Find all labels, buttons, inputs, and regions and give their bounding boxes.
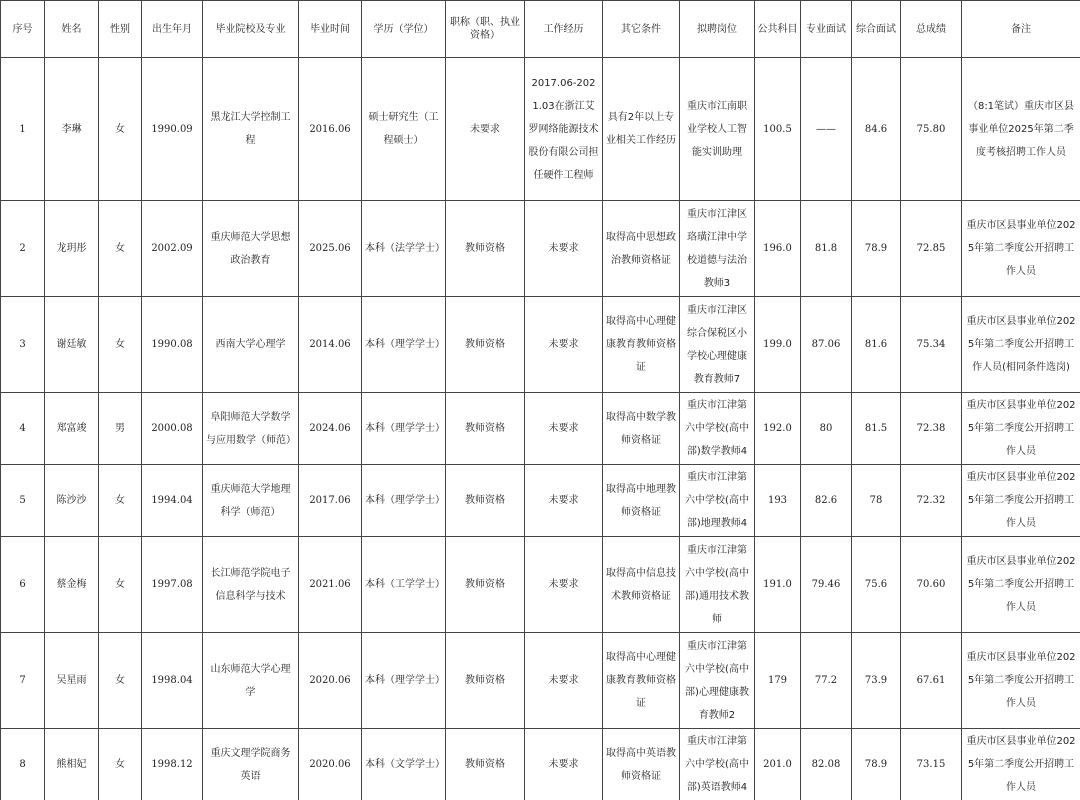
cell-gender: 女 [99, 729, 142, 800]
table-row [1, 58, 1080, 201]
cell-degree: 本科（工学学士） [362, 537, 446, 633]
cell-other: 取得高中信息技术教师资格证 [603, 537, 680, 633]
cell-birth: 2002.09 [142, 201, 203, 297]
table-row [1, 393, 1080, 465]
cell-total: 67.61 [901, 633, 962, 729]
cell-title: 教师资格 [446, 633, 525, 729]
cell-no: 4 [1, 393, 45, 465]
col-no-header: 序号 [1, 1, 45, 58]
col-pro-header: 专业面试 [801, 1, 852, 58]
cell-no: 6 [1, 537, 45, 633]
cell-no: 8 [1, 729, 45, 800]
cell-pub: 179 [755, 633, 801, 729]
cell-comp: 78.9 [852, 729, 901, 800]
cell-name: 蔡金梅 [45, 537, 99, 633]
cell-exp: 未要求 [525, 201, 603, 297]
cell-pro: 77.2 [801, 633, 852, 729]
cell-post: 重庆市江津第六中学校(高中部)心理健康教育教师2 [680, 633, 755, 729]
cell-post: 重庆市江南职业学校人工智能实训助理 [680, 58, 755, 201]
cell-birth: 1998.12 [142, 729, 203, 800]
cell-school: 西南大学心理学 [203, 297, 299, 393]
cell-pro: 82.08 [801, 729, 852, 800]
cell-exp: 未要求 [525, 537, 603, 633]
cell-other: 取得高中心理健康教育教师资格证 [603, 633, 680, 729]
cell-pub: 199.0 [755, 297, 801, 393]
col-title-header: 职称（职、执业资格） [446, 1, 525, 58]
cell-gender: 男 [99, 393, 142, 465]
cell-pro: 82.6 [801, 465, 852, 537]
cell-degree: 本科（法学学士） [362, 201, 446, 297]
cell-note: （8:1笔试）重庆市区县事业单位2025年第二季度考核招聘工作人员 [962, 58, 1080, 201]
cell-pub: 201.0 [755, 729, 801, 800]
cell-school: 黑龙江大学控制工程 [203, 58, 299, 201]
table-row [1, 729, 1080, 800]
table-row [1, 465, 1080, 537]
cell-exp: 未要求 [525, 465, 603, 537]
cell-gender: 女 [99, 297, 142, 393]
cell-degree: 本科（文学学士） [362, 729, 446, 800]
cell-name: 谢廷敏 [45, 297, 99, 393]
table-row [1, 201, 1080, 297]
cell-school: 重庆文理学院商务英语 [203, 729, 299, 800]
header-row [1, 1, 1080, 58]
cell-title: 未要求 [446, 58, 525, 201]
col-public-header: 公共科目 [755, 1, 801, 58]
cell-title: 教师资格 [446, 297, 525, 393]
cell-title: 教师资格 [446, 201, 525, 297]
cell-no: 3 [1, 297, 45, 393]
cell-degree: 本科（理学学士） [362, 297, 446, 393]
cell-grad: 2014.06 [299, 297, 362, 393]
cell-total: 75.34 [901, 297, 962, 393]
cell-grad: 2024.06 [299, 393, 362, 465]
cell-pub: 191.0 [755, 537, 801, 633]
cell-comp: 73.9 [852, 633, 901, 729]
cell-school: 山东师范大学心理学 [203, 633, 299, 729]
cell-comp: 78.9 [852, 201, 901, 297]
cell-grad: 2016.06 [299, 58, 362, 201]
cell-pro: 81.8 [801, 201, 852, 297]
cell-birth: 1994.04 [142, 465, 203, 537]
cell-birth: 2000.08 [142, 393, 203, 465]
cell-birth: 1990.08 [142, 297, 203, 393]
cell-post: 重庆市江津第六中学校(高中部)英语教师4 [680, 729, 755, 800]
table-row [1, 297, 1080, 393]
cell-grad: 2025.06 [299, 201, 362, 297]
cell-post: 重庆市江津第六中学校(高中部)通用技术教师 [680, 537, 755, 633]
cell-gender: 女 [99, 633, 142, 729]
cell-grad: 2020.06 [299, 729, 362, 800]
cell-grad: 2020.06 [299, 633, 362, 729]
cell-post: 重庆市江津第六中学校(高中部)地理教师4 [680, 465, 755, 537]
cell-note: 重庆市区县事业单位2025年第二季度公开招聘工作人员 [962, 393, 1080, 465]
col-other-header: 其它条件 [603, 1, 680, 58]
cell-no: 1 [1, 58, 45, 201]
cell-post: 重庆市江津第六中学校(高中部)数学教师4 [680, 393, 755, 465]
col-post-header: 拟聘岗位 [680, 1, 755, 58]
cell-total: 70.60 [901, 537, 962, 633]
cell-other: 取得高中思想政治教师资格证 [603, 201, 680, 297]
cell-degree: 本科（理学学士） [362, 393, 446, 465]
col-school-header: 毕业院校及专业 [203, 1, 299, 58]
cell-note: 重庆市区县事业单位2025年第二季度公开招聘工作人员 [962, 729, 1080, 800]
cell-birth: 1998.04 [142, 633, 203, 729]
col-exp-header: 工作经历 [525, 1, 603, 58]
col-degree-header: 学历（学位） [362, 1, 446, 58]
cell-exp: 未要求 [525, 297, 603, 393]
cell-pro: 79.46 [801, 537, 852, 633]
col-note-header: 备注 [962, 1, 1080, 58]
cell-degree: 本科（理学学士） [362, 465, 446, 537]
cell-other: 取得高中地理教师资格证 [603, 465, 680, 537]
cell-exp: 未要求 [525, 729, 603, 800]
cell-note: 重庆市区县事业单位2025年第二季度公开招聘工作人员(相同条件选岗) [962, 297, 1080, 393]
table-row [1, 537, 1080, 633]
cell-pro: 87.06 [801, 297, 852, 393]
col-grad-header: 毕业时间 [299, 1, 362, 58]
cell-total: 72.32 [901, 465, 962, 537]
table-row [1, 633, 1080, 729]
cell-no: 7 [1, 633, 45, 729]
cell-name: 陈沙沙 [45, 465, 99, 537]
cell-note: 重庆市区县事业单位2025年第二季度公开招聘工作人员 [962, 465, 1080, 537]
cell-pub: 192.0 [755, 393, 801, 465]
cell-name: 熊相妃 [45, 729, 99, 800]
cell-no: 2 [1, 201, 45, 297]
cell-exp: 未要求 [525, 633, 603, 729]
cell-note: 重庆市区县事业单位2025年第二季度公开招聘工作人员 [962, 633, 1080, 729]
cell-comp: 78 [852, 465, 901, 537]
cell-pro: 80 [801, 393, 852, 465]
cell-comp: 81.5 [852, 393, 901, 465]
cell-pub: 100.5 [755, 58, 801, 201]
cell-exp: 未要求 [525, 393, 603, 465]
cell-degree: 本科（理学学士） [362, 633, 446, 729]
cell-total: 75.80 [901, 58, 962, 201]
cell-post: 重庆市江津区综合保税区小学校心理健康教育教师7 [680, 297, 755, 393]
col-comp-header: 综合面试 [852, 1, 901, 58]
col-birth-header: 出生年月 [142, 1, 203, 58]
cell-comp: 84.6 [852, 58, 901, 201]
cell-total: 72.38 [901, 393, 962, 465]
cell-gender: 女 [99, 58, 142, 201]
cell-gender: 女 [99, 201, 142, 297]
cell-title: 教师资格 [446, 729, 525, 800]
cell-birth: 1997.08 [142, 537, 203, 633]
cell-exp: 2017.06-2021.03在浙江艾罗网络能源技术股份有限公司担任硬件工程师 [525, 58, 603, 201]
cell-other: 具有2年以上专业相关工作经历 [603, 58, 680, 201]
cell-other: 取得高中心理健康教育教师资格证 [603, 297, 680, 393]
cell-school: 重庆师范大学地理科学（师范） [203, 465, 299, 537]
cell-grad: 2021.06 [299, 537, 362, 633]
cell-degree: 硕士研究生（工程硕士） [362, 58, 446, 201]
col-total-header: 总成绩 [901, 1, 962, 58]
cell-total: 73.15 [901, 729, 962, 800]
cell-other: 取得高中英语教师资格证 [603, 729, 680, 800]
cell-gender: 女 [99, 465, 142, 537]
cell-name: 吴星雨 [45, 633, 99, 729]
cell-grad: 2017.06 [299, 465, 362, 537]
cell-post: 重庆市江津区珞璜江津中学校道德与法治教师3 [680, 201, 755, 297]
col-gender-header: 性别 [99, 1, 142, 58]
cell-title: 教师资格 [446, 393, 525, 465]
col-name-header: 姓名 [45, 1, 99, 58]
cell-no: 5 [1, 465, 45, 537]
cell-pro: —— [801, 58, 852, 201]
cell-title: 教师资格 [446, 465, 525, 537]
cell-note: 重庆市区县事业单位2025年第二季度公开招聘工作人员 [962, 537, 1080, 633]
cell-pub: 193 [755, 465, 801, 537]
cell-school: 阜阳师范大学数学与应用数学（师范） [203, 393, 299, 465]
cell-note: 重庆市区县事业单位2025年第二季度公开招聘工作人员 [962, 201, 1080, 297]
cell-total: 72.85 [901, 201, 962, 297]
cell-birth: 1990.09 [142, 58, 203, 201]
cell-pub: 196.0 [755, 201, 801, 297]
cell-name: 郑富竣 [45, 393, 99, 465]
cell-school: 重庆师范大学思想政治教育 [203, 201, 299, 297]
cell-title: 教师资格 [446, 537, 525, 633]
cell-school: 长江师范学院电子信息科学与技术 [203, 537, 299, 633]
cell-gender: 女 [99, 537, 142, 633]
cell-comp: 75.6 [852, 537, 901, 633]
cell-comp: 81.6 [852, 297, 901, 393]
cell-name: 龙玥彤 [45, 201, 99, 297]
cell-other: 取得高中数学教师资格证 [603, 393, 680, 465]
cell-name: 李琳 [45, 58, 99, 201]
